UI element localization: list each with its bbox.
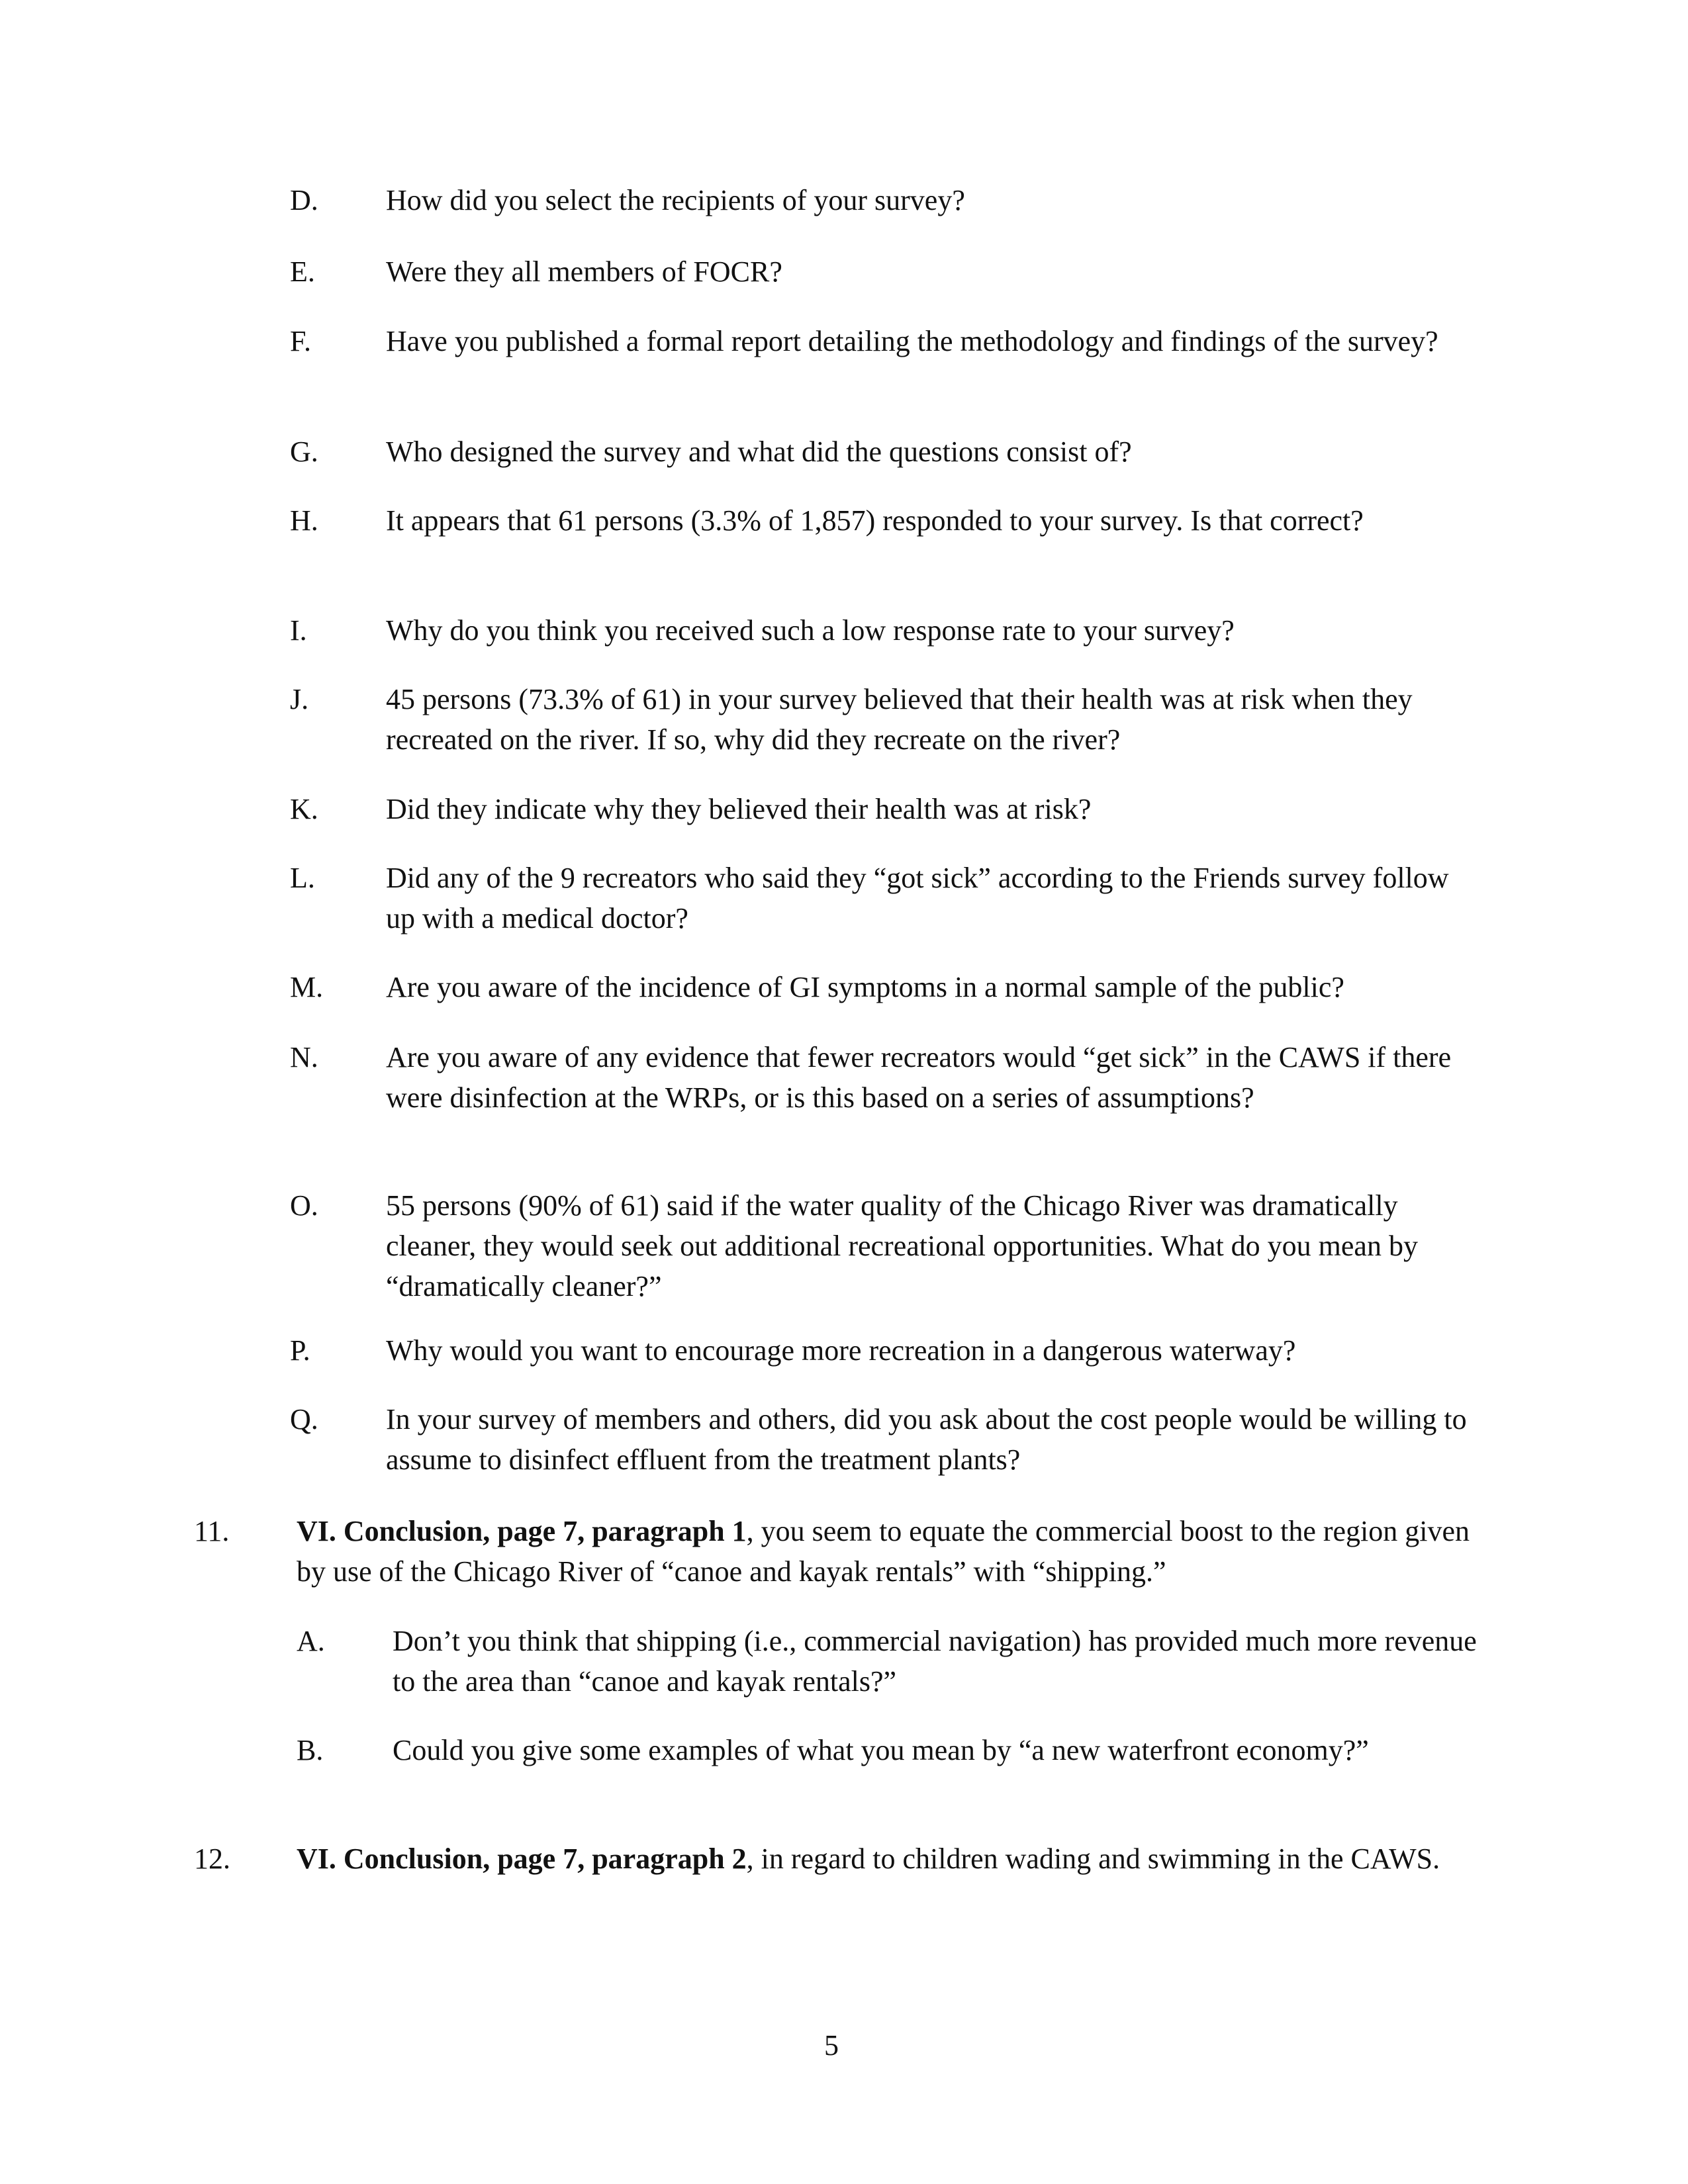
item-text: It appears that 61 persons (3.3% of 1,857) responded to your survey. Is that correct? (386, 504, 1364, 537)
section-number: 11. (194, 1515, 230, 1547)
item-text: Don’t you think that shipping (i.e., commercial navigation) has provided much more revenue to the area than “canoe and kayak rentals?” (393, 1625, 1477, 1698)
item-label: L. (290, 862, 315, 894)
item-label: D. (290, 184, 318, 216)
item-label: N. (290, 1041, 318, 1073)
item-label: P. (290, 1334, 310, 1367)
item-text: Why would you want to encourage more recreation in a dangerous waterway? (386, 1334, 1296, 1367)
item-text: Have you published a formal report detailing the methodology and findings of the survey? (386, 325, 1438, 357)
item-label: B. (297, 1734, 324, 1766)
item-text: How did you select the recipients of your survey? (386, 184, 965, 216)
item-text: Did they indicate why they believed their health was at risk? (386, 793, 1092, 825)
section-body: , you seem to equate the commercial boost to the region given by use of the Chicago River of “canoe and kayak rentals” with “shipping.” (297, 1515, 1470, 1588)
item-text: In your survey of members and others, did you ask about the cost people would be willing to assume to disinfect effluent from the treatment plants? (386, 1403, 1467, 1476)
item-text: Could you give some examples of what you mean by “a new waterfront economy?” (393, 1734, 1369, 1766)
item-text: Why do you think you received such a low response rate to your survey? (386, 614, 1235, 647)
item-text: Were they all members of FOCR? (386, 255, 782, 288)
item-text: 45 persons (73.3% of 61) in your survey believed that their health was at risk when they recreated on the river. If so, why did they recreate on the river? (386, 683, 1413, 756)
item-label: F. (290, 325, 311, 357)
section-heading: VI. Conclusion, page 7, paragraph 1 (297, 1515, 747, 1547)
item-label: M. (290, 971, 324, 1003)
item-text: Who designed the survey and what did the questions consist of? (386, 435, 1132, 468)
item-label: H. (290, 504, 318, 537)
item-label: O. (290, 1189, 318, 1222)
item-label: K. (290, 793, 318, 825)
item-text: Did any of the 9 recreators who said they “got sick” according to the Friends survey follow up with a medical doctor? (386, 862, 1449, 934)
item-label: J. (290, 683, 309, 715)
section-body: , in regard to children wading and swimming in the CAWS. (746, 1843, 1440, 1875)
section-text (297, 1839, 1488, 1879)
section-number: 12. (194, 1843, 230, 1875)
section-text (297, 1511, 1488, 1592)
item-text: Are you aware of any evidence that fewer recreators would “get sick” in the CAWS if there were disinfection at the WRPs, or is this based on a series of assumptions? (386, 1041, 1452, 1114)
item-label: A. (297, 1625, 325, 1657)
item-label: Q. (290, 1403, 318, 1435)
item-label: G. (290, 435, 318, 468)
item-label: E. (290, 255, 315, 288)
item-text: 55 persons (90% of 61) said if the water quality of the Chicago River was dramatically cleaner, they would seek out additional recreational opportunities. What do you mean by “dramatically cleaner?” (386, 1189, 1418, 1302)
section-heading: VI. Conclusion, page 7, paragraph 2 (297, 1843, 747, 1875)
item-text: Are you aware of the incidence of GI symptoms in a normal sample of the public? (386, 971, 1344, 1003)
item-label: I. (290, 614, 307, 647)
page-number: 5 (824, 2029, 839, 2062)
